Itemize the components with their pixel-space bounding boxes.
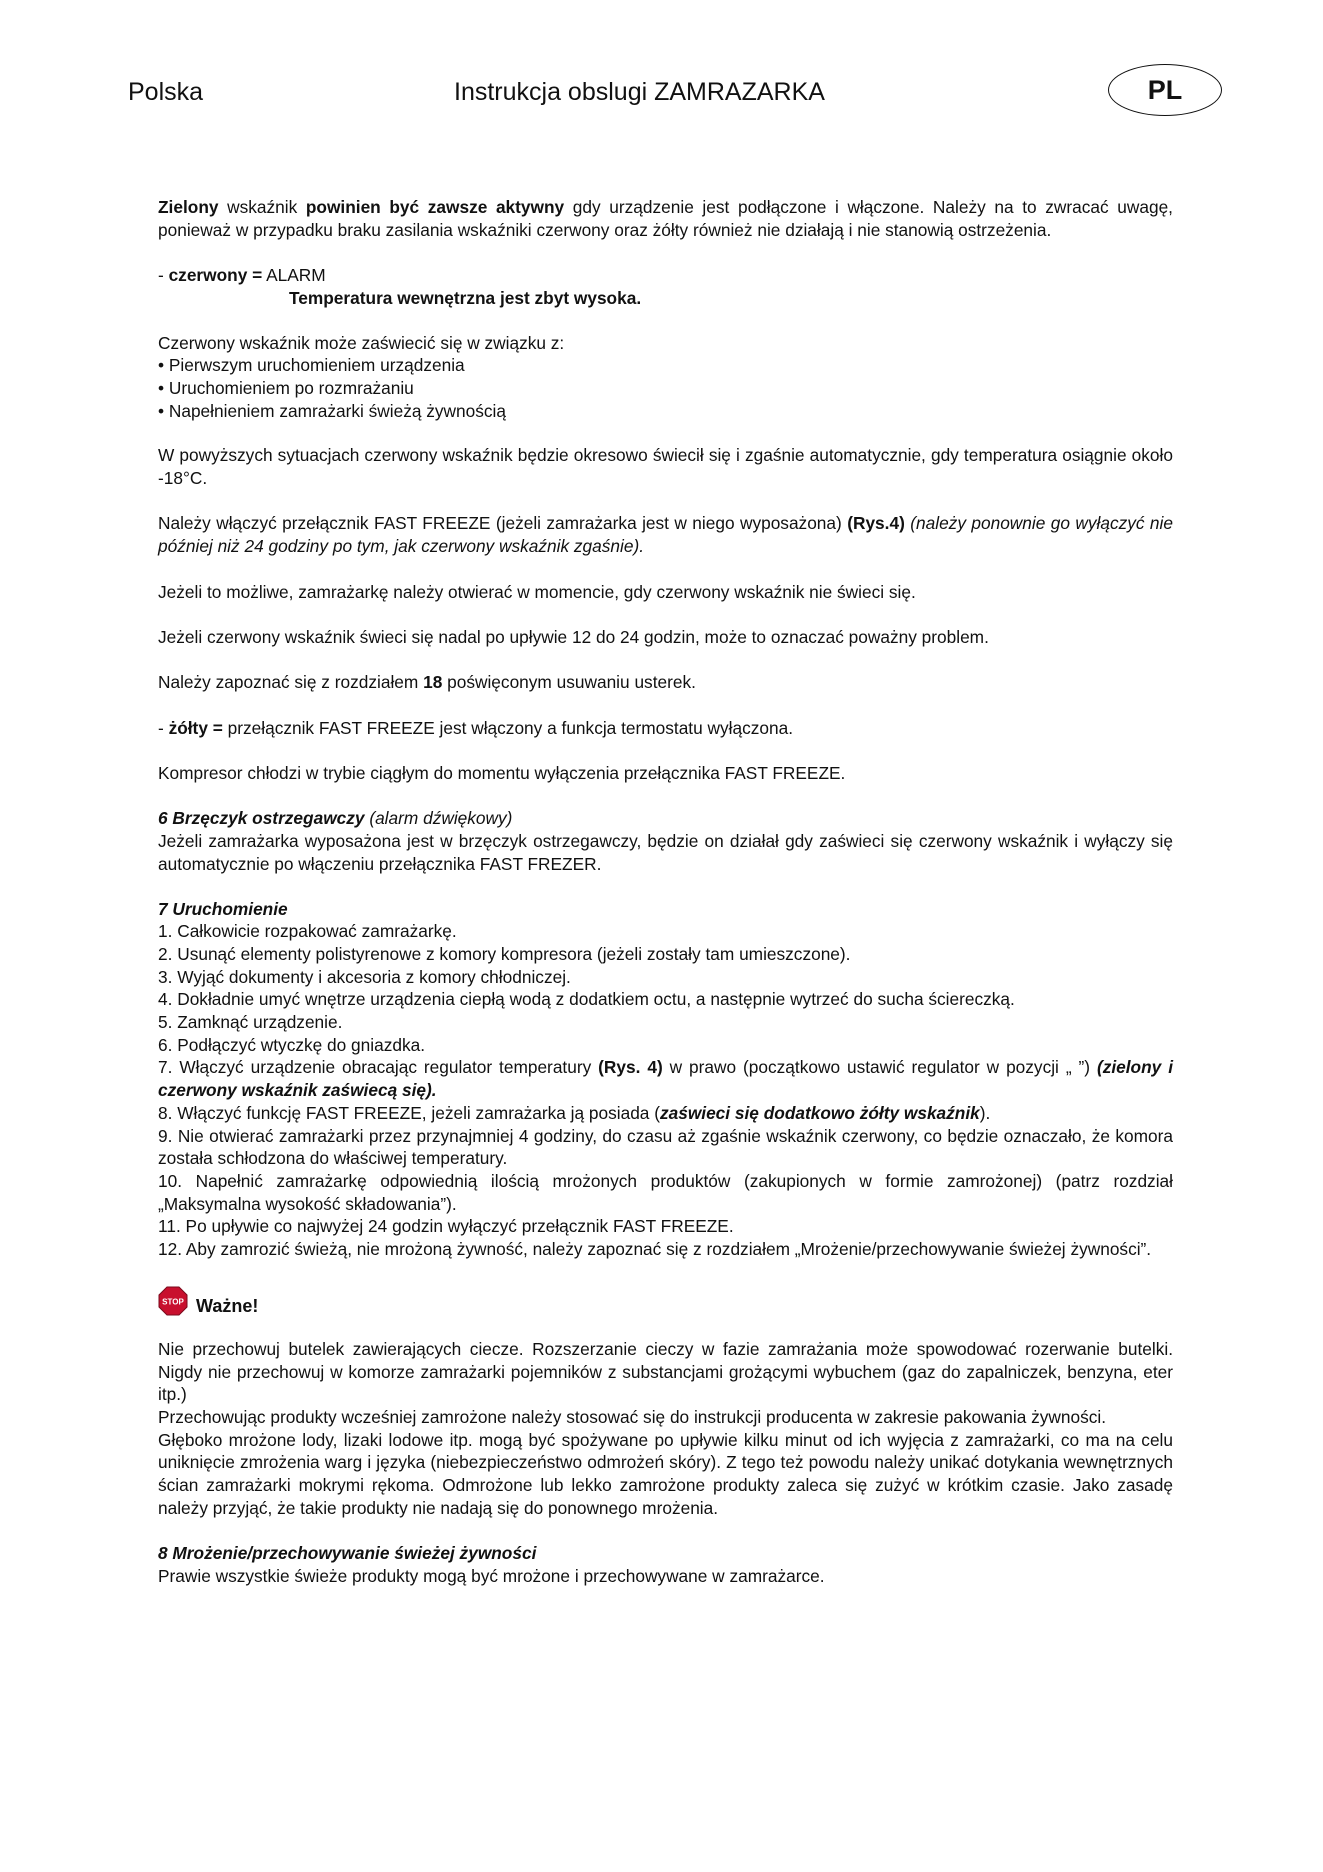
section-6-title: 6 Brzęczyk ostrzegawczy (158, 808, 365, 829)
important-p3: Głęboko mrożone lody, lizaki lodowe itp. mogą być spożywane po upływie kilku minut od ich wyjęcia z zamrażarki, co ma na celu uniknięcie zmrożenia warg i języka (niebezpieczeństwo odmrożeń skóry). Z tego też powodu należy unikać dotykania wewnętrznych ścian zamrażarki mokrymi rękoma. Odmrożone lub lekko zamrożone produkty zaleca się zużyć w krótkim czasie. Jako zasadę należy przyjąć, że takie produkty nie nadają się do ponownego mrożenia. (158, 1429, 1173, 1518)
step-item: 3. Wyjąć dokumenty i akcesoria z komory chłodniczej. (158, 966, 571, 987)
ff-text: Należy włączyć przełącznik FAST FREEZE (jeżeli zamrażarka jest w niego wyposażona) (158, 513, 848, 534)
red-causes-lead: Czerwony wskaźnik może zaświecić się w związku z: (158, 332, 565, 353)
important-p1: Nie przechowuj butelek zawierających ciecze. Rozszerzanie cieczy w fazie zamrażania może spowodować rozerwanie butelki. Nigdy nie przechowuj w komorze zamrażarki pojemników z substancjami grożącymi wybuchem (gaz do zapalniczek, benzyna, eter itp.) (158, 1338, 1173, 1405)
step-item: 11. Po upływie co najwyżej 24 godzin wyłączyć przełącznik FAST FREEZE. (158, 1216, 734, 1237)
red-label: czerwony = (168, 265, 263, 286)
step-7-text-2: w prawo (początkowo ustawić regulator w pozycji „ ”) (662, 1057, 1097, 1078)
compressor-paragraph: Kompresor chłodzi w trybie ciągłym do momentu wyłączenia przełącznika FAST FREEZE. (158, 763, 846, 784)
yellow-indicator-line (158, 717, 1173, 740)
chapter-text-2: poświęconym usuwaniu usterek. (442, 672, 696, 693)
section-6-heading (158, 807, 1173, 830)
open-paragraph: Jeżeli to możliwe, zamrażarkę należy otwierać w momencie, gdy czerwony wskaźnik nie świeci się. (158, 581, 916, 602)
step-item: 12. Aby zamrozić świeżą, nie mrożoną żywność, należy zapoznać się z rozdziałem „Mrożenie/przechowywanie świeżej żywności”. (158, 1239, 1152, 1260)
step-item-8 (158, 1102, 1173, 1125)
auto-off-paragraph: W powyższych sytuacjach czerwony wskaźnik będzie okresowo świecił się i zgaśnie automatycznie, gdy temperatura osiągnie około -18°C. (158, 445, 1173, 489)
chapter-paragraph (158, 671, 1173, 694)
section-8-title: 8 Mrożenie/przechowywanie świeżej żywności (158, 1543, 537, 1564)
list-item: • Uruchomieniem po rozmrażaniu (158, 377, 414, 398)
step-8-note: zaświeci się dodatkowo żółty wskaźnik (659, 1102, 980, 1123)
section-7 (158, 898, 1173, 1261)
document-body (158, 196, 1173, 1588)
list-item: • Pierwszym uruchomieniem urządzenia (158, 355, 465, 376)
ff-figure-ref: (Rys.4) (847, 513, 905, 534)
step-8-end: ). (979, 1102, 991, 1123)
fast-freeze-paragraph (158, 512, 1173, 557)
section-7-steps (158, 920, 1173, 1261)
red-indicator-line (158, 264, 1173, 287)
intro-text-1: wskaźnik (218, 197, 306, 217)
important-text (158, 1338, 1173, 1520)
yellow-label: żółty = (168, 717, 223, 738)
important-heading (158, 1286, 1173, 1316)
section-8 (158, 1542, 1173, 1587)
step-item: 10. Napełnić zamrażarkę odpowiednią ilością mrożonych produktów (zakupionych w formie zamrożonej) (patrz rozdział „Maksymalna wysokość składowania”). (158, 1171, 1173, 1214)
section-6 (158, 807, 1173, 875)
chapter-number: 18 (423, 672, 443, 693)
intro-emphasis: powinien być zawsze aktywny (305, 197, 565, 217)
ff-note: (należy ponownie go wyłączyć nie później niż 24 godziny po tym, jak czerwony wskaźnik zgaśnie). (158, 513, 1173, 557)
intro-text-2: gdy urządzenie jest podłączone i włączone. Należy na to zwracać uwagę, ponieważ w przypadku braku zasilania wskaźniki czerwony oraz żółty również nie działają i nie stanowią ostrzeżenia. (158, 197, 1173, 240)
red-value: ALARM (262, 265, 326, 286)
intro-green: Zielony (158, 197, 219, 217)
red-description: Temperatura wewnętrzna jest zbyt wysoka. (289, 287, 642, 308)
red-dash: - (158, 265, 169, 286)
yellow-text: przełącznik FAST FREEZE jest włączony a funkcja termostatu wyłączona. (222, 717, 794, 738)
step-item-7 (158, 1056, 1173, 1101)
step-item: 6. Podłączyć wtyczkę do gniazdka. (158, 1034, 426, 1055)
language-badge: PL (1108, 64, 1222, 116)
step-7-note: (zielony i czerwony wskaźnik zaświecą się). (158, 1057, 1173, 1101)
header-language: Polska (128, 78, 204, 106)
step-7-figure-ref: (Rys. 4) (598, 1057, 663, 1078)
list-item: • Napełnieniem zamrażarki świeżą żywnością (158, 400, 506, 421)
step-item: 9. Nie otwierać zamrażarki przez przynajmniej 4 godziny, do czasu aż zgaśnie wskaźnik czerwony, co będzie oznaczało, że komora została schłodzona do właściwej temperatury. (158, 1125, 1173, 1169)
section-7-title: 7 Uruchomienie (158, 898, 288, 919)
problem-paragraph: Jeżeli czerwony wskaźnik świeci się nadal po upływie 12 do 24 godzin, może to oznaczać poważny problem. (158, 626, 989, 647)
step-item: 5. Zamknąć urządzenie. (158, 1012, 343, 1033)
section-6-body: Jeżeli zamrażarka wyposażona jest w brzęczyk ostrzegawczy, będzie on działał gdy zaświeci się czerwony wskaźnik i wyłączy się automatycznie po włączeniu przełącznika FAST FREZER. (158, 831, 1173, 874)
section-8-body: Prawie wszystkie świeże produkty mogą być mrożone i przechowywane w zamrażarce. (158, 1565, 825, 1586)
step-item: 1. Całkowicie rozpakować zamrażarkę. (158, 921, 457, 942)
step-item: 4. Dokładnie umyć wnętrze urządzenia ciepłą wodą z dodatkiem octu, a następnie wytrzeć do sucha ściereczką. (158, 989, 1015, 1010)
red-indicator-block (158, 264, 1173, 309)
chapter-text-1: Należy zapoznać się z rozdziałem (158, 672, 424, 693)
intro-paragraph (158, 196, 1173, 241)
section-6-subtitle: (alarm dźwiękowy) (364, 808, 513, 829)
red-causes (158, 332, 1173, 423)
important-label: Ważne! (196, 1296, 259, 1317)
step-8-text: 8. Włączyć funkcję FAST FREEZE, jeżeli zamrażarka ją posiada ( (158, 1102, 660, 1123)
step-7-text: 7. Włączyć urządzenie obracając regulator temperatury (158, 1057, 599, 1078)
red-causes-list (158, 354, 1173, 422)
document-title: Instrukcja obslugi ZAMRAZARKA (454, 78, 825, 106)
important-p2: Przechowując produkty wcześniej zamrożone należy stosować się do instrukcji producenta w zakresie pakowania żywności. (158, 1406, 1107, 1427)
yellow-dash: - (158, 717, 169, 738)
stop-sign-icon (158, 1286, 188, 1316)
step-item: 2. Usunąć elementy polistyrenowe z komory kompresora (jeżeli zostały tam umieszczone). (158, 943, 851, 964)
stop-sign-text: STOP (162, 1297, 184, 1307)
